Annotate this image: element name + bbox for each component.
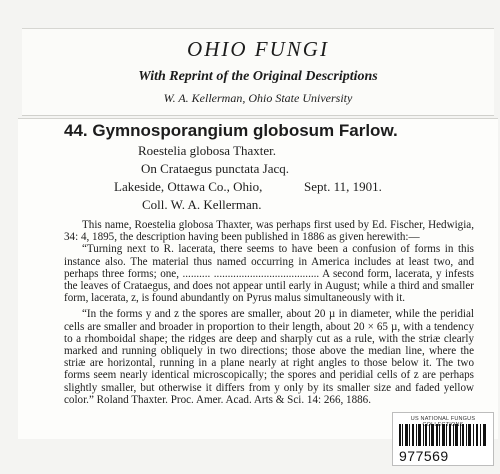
author-credit: W. A. Kellerman, Ohio State University xyxy=(163,91,353,105)
specimen-number: 44. xyxy=(64,121,88,140)
description-paragraph-3: “In the forms y and z the spores are smaller, about 20 µ in diameter, while the peridial cells are smaller and broader in proportion to their length, about 20 × 65 µ, with a tendency to a rhomboidal shape; the ridges are deep and sharply cut as a rule, with the striæ clearly marked and running obliquely in two directions; those above the median line, where the striæ are horizontal, running in a plane nearly at right angles to those below it. The two forms seem nearly identical microscopically; the spores and peridial cells of z are perhaps slightly smaller, but otherwise it differs from y only by its smaller size and faded yellow color.” Roland Thaxter. Proc. Amer. Acad. Arts & Sci. 14: 266, 1886. xyxy=(64,308,474,406)
collector-line: Coll. W. A. Kellerman. xyxy=(142,197,262,212)
specimen-label xyxy=(18,118,498,439)
description-text xyxy=(64,219,474,406)
catalog-number: 977569 xyxy=(399,448,449,464)
species-name: Gymnosporangium globosum Farlow. xyxy=(92,121,398,140)
collection-barcode-label xyxy=(392,412,494,466)
description-paragraph-1: This name, Roestelia globosa Thaxter, was perhaps first used by Ed. Fischer, Hedwigia, 34: 4, 1895, the description having been published in 1886 as given herewith:— xyxy=(64,219,474,244)
header-label xyxy=(22,28,494,116)
description-paragraph-2: “Turning next to R. lacerata, there seems to have been a confusion of forms in this instance also. The material thus named occurring in America includes at least two, and perhaps three forms; one, .......... ...................................... A second form, lacerata, y infests the leaves of Crataegus, and does not appear until early in August; while a third and smaller form, lacerata, z, is found abundantly on Pyrus malus simultaneously with it. xyxy=(64,243,474,305)
page-title: OHIO FUNGI xyxy=(187,37,329,61)
collection-date: Sept. 11, 1901. xyxy=(304,179,382,194)
institution-name: US NATIONAL FUNGUS xyxy=(410,416,476,422)
host-line: On Crataegus punctata Jacq. xyxy=(141,161,290,176)
locality-line: Lakeside, Ottawa Co., Ohio, xyxy=(114,179,263,194)
barcode-icon xyxy=(399,424,487,446)
page-subtitle: With Reprint of the Original Descriptions xyxy=(138,69,378,84)
synonym-line: Roestelia globosa Thaxter. xyxy=(138,143,277,158)
species-heading xyxy=(64,121,398,141)
